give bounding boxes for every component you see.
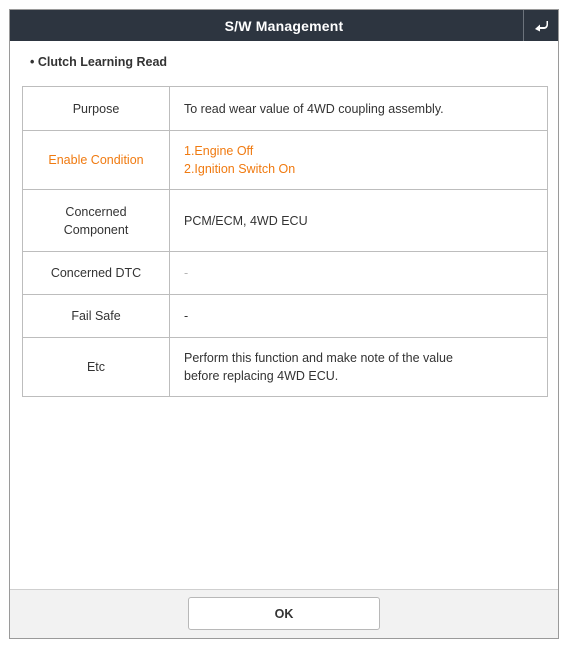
- table-row: [23, 131, 548, 190]
- table-row: [23, 252, 548, 295]
- row-value-fail-safe: [170, 295, 548, 338]
- row-value-etc: [170, 338, 548, 397]
- return-arrow-icon: [533, 19, 549, 33]
- row-value-concerned-dtc: [170, 252, 548, 295]
- label-line: Concerned: [65, 204, 127, 219]
- table-row: [23, 190, 548, 252]
- sw-management-dialog: [9, 9, 559, 639]
- value-line: 1.Engine Off: [184, 144, 254, 158]
- value-line: -: [184, 266, 189, 280]
- row-label-concerned-component: [23, 190, 170, 252]
- row-value-enable-condition: [170, 131, 548, 190]
- back-button[interactable]: [523, 10, 558, 41]
- ok-button[interactable]: OK: [188, 597, 380, 630]
- table-row: [23, 295, 548, 338]
- row-label-concerned-dtc: Concerned DTC: [23, 252, 170, 295]
- value-line: Perform this function and make note of the value: [184, 351, 453, 365]
- label-line: Component: [63, 222, 129, 237]
- info-table: [22, 86, 548, 397]
- dialog-footer: [10, 589, 558, 638]
- row-label-purpose: Purpose: [23, 87, 170, 131]
- row-label-etc: Etc: [23, 338, 170, 397]
- section-title-text: Clutch Learning Read: [37, 55, 168, 69]
- dialog-titlebar: [10, 10, 558, 41]
- row-value-purpose: [170, 87, 548, 131]
- table-row: [23, 87, 548, 131]
- value-line: PCM/ECM, 4WD ECU: [184, 213, 308, 228]
- row-label-fail-safe: Fail Safe: [23, 295, 170, 338]
- section-bullet: •: [30, 55, 35, 69]
- section-title: [30, 55, 167, 69]
- table-row: [23, 338, 548, 397]
- value-line: To read wear value of 4WD coupling assembly.: [184, 101, 444, 116]
- row-value-concerned-component: [170, 190, 548, 252]
- value-line: 2.Ignition Switch On: [184, 162, 296, 176]
- value-line: before replacing 4WD ECU.: [184, 369, 339, 383]
- value-line: -: [184, 309, 189, 323]
- dialog-title: S/W Management: [224, 17, 344, 34]
- row-label-enable-condition: Enable Condition: [23, 131, 170, 190]
